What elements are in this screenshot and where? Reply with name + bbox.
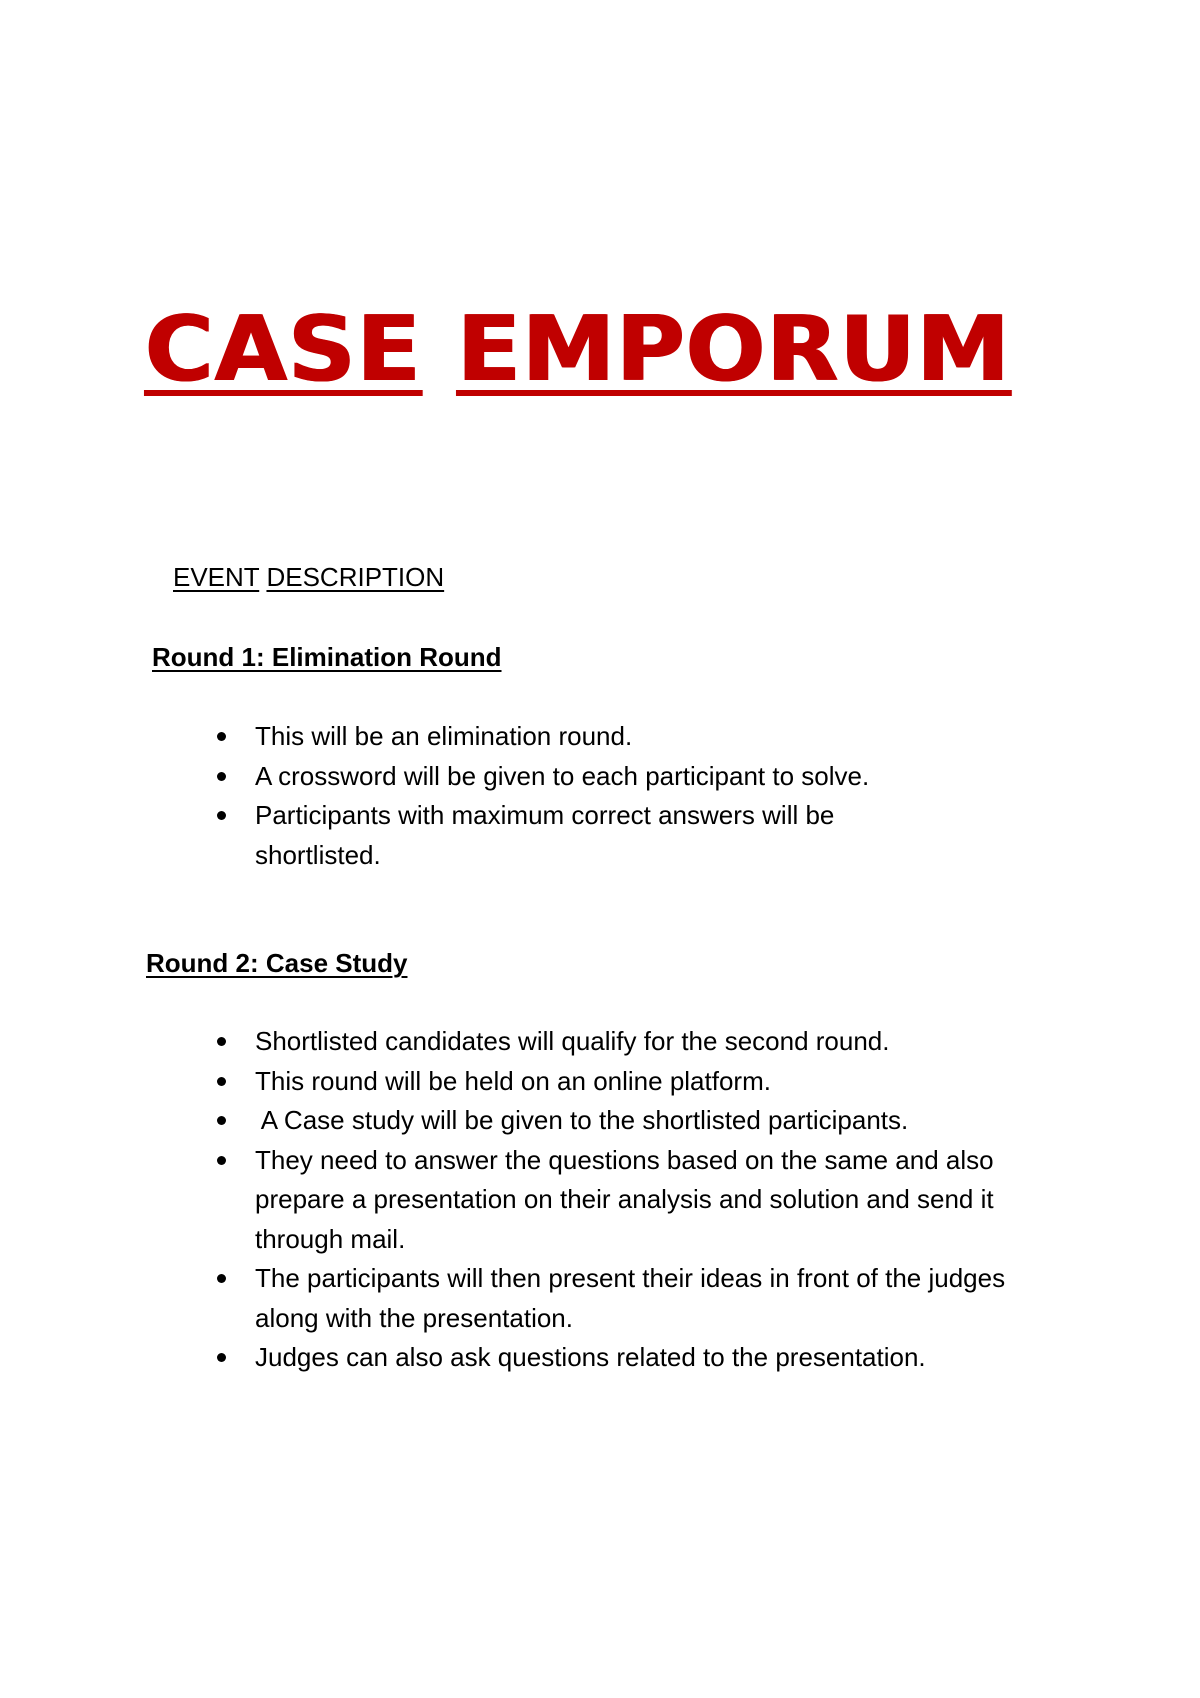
round-1-bullet-list [0,717,1055,875]
bullet-icon [217,1077,226,1086]
list-item [0,796,935,875]
list-item [0,757,1055,797]
list-item [0,717,1055,757]
bullet-icon [217,732,226,741]
bullet-text: They need to answer the questions based on the same and also prepare a presentation on their analysis and solution and send it through mail. [255,1144,994,1254]
round-2-bullet-list [0,1022,1055,1378]
title-word-emporum: EMPORUM [457,297,1011,402]
list-item [0,1338,1055,1378]
bullet-text: A Case study will be given to the shortlisted participants. [255,1105,909,1135]
bullet-text: Judges can also ask questions related to the presentation. [255,1342,926,1372]
event-description-word-2: DESCRIPTION [266,562,445,592]
bullet-icon [217,1353,226,1362]
round-1-heading: Round 1: Elimination Round [152,642,502,672]
bullet-text: This will be an elimination round. [255,721,633,751]
bullet-icon [217,1116,226,1125]
bullet-text: Participants with maximum correct answers will be shortlisted. [255,800,835,870]
list-item [0,1062,1055,1102]
list-item [0,1259,1045,1338]
bullet-text: The participants will then present their ideas in front of the judges along with the presentation. [255,1263,1006,1333]
bullet-text: Shortlisted candidates will qualify for the second round. [255,1026,890,1056]
list-item [0,1101,1055,1141]
title-word-case: CASE [145,297,422,402]
bullet-text: This round will be held on an online platform. [255,1065,771,1096]
bullet-icon [217,772,226,781]
list-item [0,1022,1055,1062]
bullet-icon [217,1037,226,1046]
event-title [145,297,1011,402]
event-description-heading [173,560,444,594]
round-2-heading: Round 2: Case Study [146,948,408,978]
bullet-icon [217,1156,226,1165]
bullet-icon [217,1274,226,1283]
bullet-text: A crossword will be given to each participant to solve. [255,760,870,791]
event-description-word-1: EVENT [173,562,260,592]
bullet-icon [217,811,226,820]
list-item [0,1141,1045,1260]
